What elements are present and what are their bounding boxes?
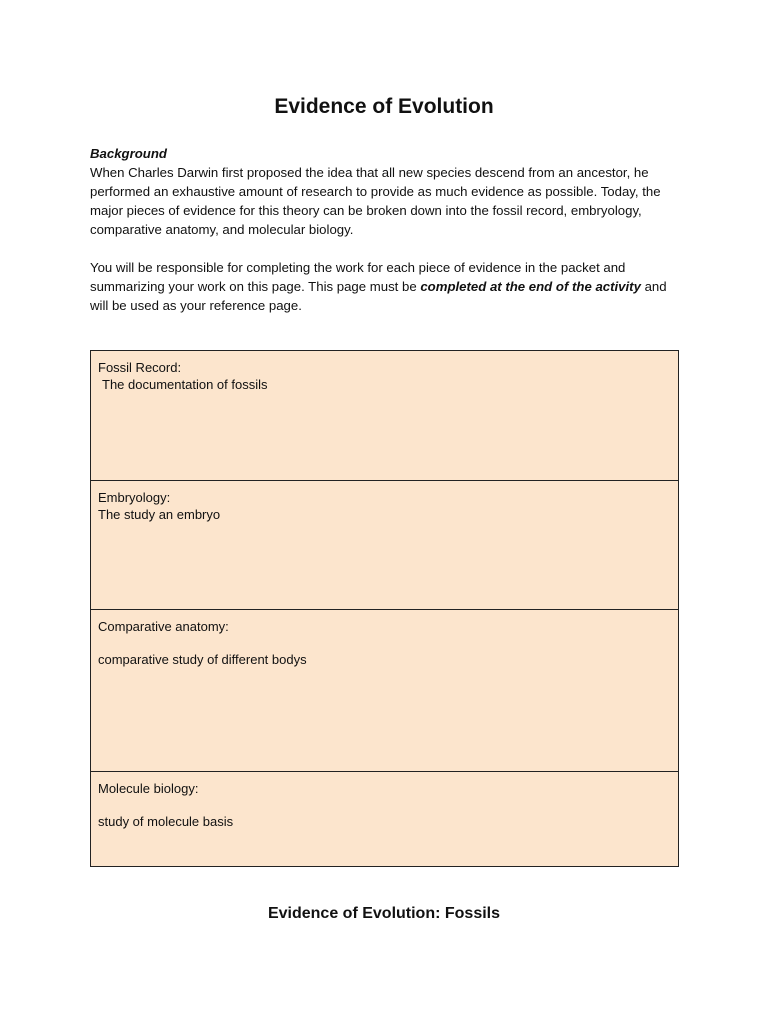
- background-heading: Background: [90, 146, 167, 161]
- background-section: [90, 144, 685, 315]
- page-title: Evidence of Evolution: [274, 95, 494, 118]
- row-label: Fossil Record:: [98, 360, 182, 375]
- table-row-fossil-record: [91, 351, 678, 480]
- row-answer: The study an embryo: [98, 507, 221, 522]
- background-paragraph-1: When Charles Darwin first proposed the idea that all new species descend from an ancestor, he performed an exhaustive amount of research to provide as much evidence as possible. Today, the major pieces of evidence for this theory can be broken down into the fossil record, embryology, comparative anatomy, and molecular biology.: [90, 165, 661, 237]
- paragraph-2-start: You will be responsible for completing the work for each piece of evidence in the packet and summarizing your work on this page. This page must be: [90, 260, 626, 294]
- background-paragraph-2: [90, 258, 685, 315]
- table-row-comparative-anatomy: [91, 609, 678, 771]
- row-answer: comparative study of different bodys: [98, 652, 307, 667]
- row-label: Molecule biology:: [98, 781, 199, 796]
- table-row-molecule-biology: [91, 771, 678, 866]
- paragraph-2-emphasis: completed at the end of the activity: [420, 279, 641, 294]
- section-subtitle: Evidence of Evolution: Fossils: [267, 905, 501, 922]
- row-answer: The documentation of fossils: [102, 377, 268, 392]
- table-row-embryology: [91, 480, 678, 609]
- row-label: Comparative anatomy:: [98, 619, 229, 634]
- row-label: Embryology:: [98, 490, 171, 505]
- paragraph-2-end: and will be used as your reference page.: [90, 279, 667, 313]
- evidence-summary-table: [90, 350, 679, 867]
- row-answer: study of molecule basis: [98, 814, 234, 829]
